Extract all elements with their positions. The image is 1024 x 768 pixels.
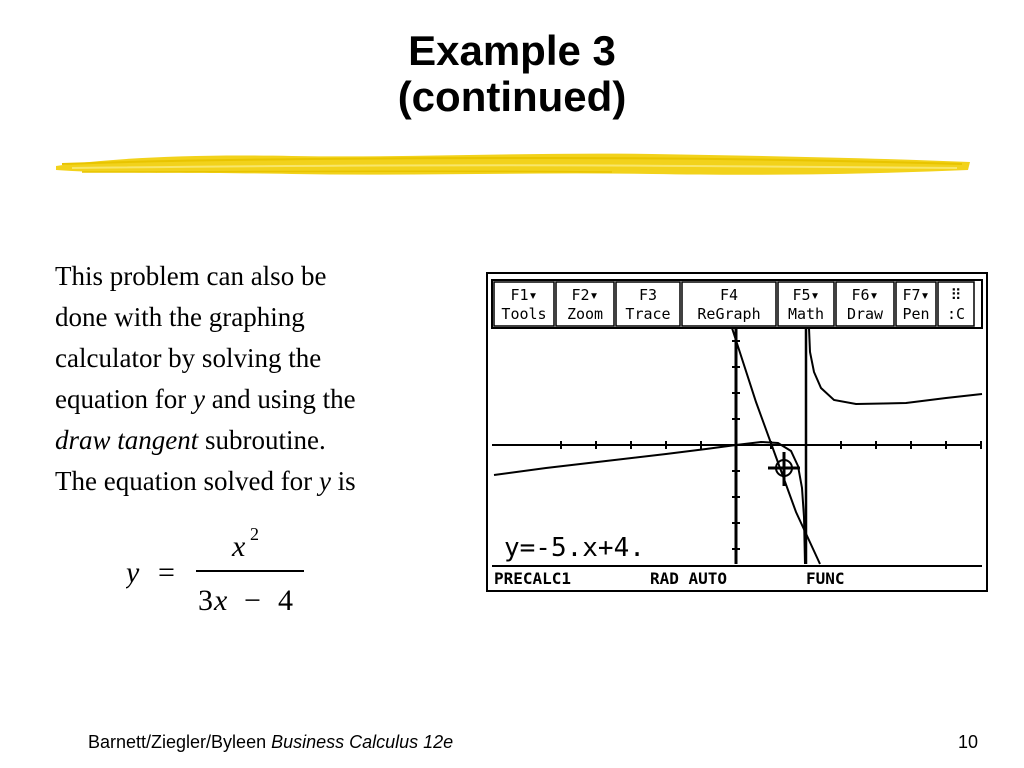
body-text-run: subroutine. [198,425,326,455]
title-underline-stroke [52,148,974,184]
menu-tab-key: F3 [638,286,658,304]
variable-y: y [318,466,331,496]
menu-tab-key: ⠿ [950,286,962,304]
body-line: done with the graphing [55,302,305,332]
body-line [55,461,455,502]
menu-tab-regraph[interactable] [682,282,776,326]
body-line: calculator by solving the [55,343,322,373]
body-paragraph [55,256,455,502]
body-text-run: equation for [55,384,193,414]
footer-book-title: Business Calculus 12e [271,732,454,752]
equation [126,520,326,620]
tangent-equation-readout: y=-5.x+4. [504,533,645,563]
body-line [55,379,455,420]
denominator-operator: − [244,584,261,617]
menu-tab-tools[interactable] [494,282,554,326]
denominator-variable: x [214,584,228,617]
body-line [55,420,455,461]
body-text-run: is [330,466,356,496]
numerator-variable: x [232,530,246,563]
slide-footer [88,732,453,753]
equation-equals: = [158,556,175,589]
denominator-coefficient: 3 [198,584,213,617]
menu-tab-math[interactable] [778,282,834,326]
menu-tab-label: Tools [501,305,547,323]
body-text-run: and using the [204,384,356,414]
slide-title [0,28,1024,120]
equation-lhs: y [126,556,140,589]
menu-tab-label: Draw [846,305,884,323]
calculator-menu-bar [492,280,982,328]
menu-tab-label: Pen [902,305,930,323]
draw-tangent-term: draw tangent [55,425,199,455]
denominator-constant: 4 [278,584,293,617]
footer-authors: Barnett/Ziegler/Byleen [88,732,272,752]
menu-tab-label: ReGraph [697,305,761,323]
menu-tab-pen[interactable] [896,282,936,326]
menu-tab-label: Math [787,305,825,323]
status-mode: RAD AUTO [650,569,728,588]
menu-tab--c[interactable] [938,282,974,326]
body-text-run: The equation solved for [55,466,319,496]
title-line-1: Example 3 [408,27,616,74]
page-number: 10 [957,732,978,752]
menu-tab-key: F6▾ [851,286,879,304]
menu-tab-label: Zoom [566,305,604,323]
menu-tab-label: Trace [625,305,671,323]
menu-tab-key: F1▾ [510,286,538,304]
calculator-screen [486,272,988,592]
variable-y: y [192,384,205,414]
numerator-exponent: 2 [250,524,259,544]
menu-tab-key: F4 [719,286,739,304]
menu-tab-key: F2▾ [571,286,599,304]
title-line-2: (continued) [397,73,627,120]
menu-tab-trace[interactable] [616,282,680,326]
menu-tab-key: F7▾ [902,286,930,304]
menu-tab-draw[interactable] [836,282,894,326]
menu-tab-zoom[interactable] [556,282,614,326]
status-graph-type: FUNC [806,569,845,588]
menu-tab-key: F5▾ [792,286,820,304]
status-folder: PRECALC1 [494,569,572,588]
menu-tab-label: :C [946,305,966,323]
body-line: This problem can also be [55,261,327,291]
